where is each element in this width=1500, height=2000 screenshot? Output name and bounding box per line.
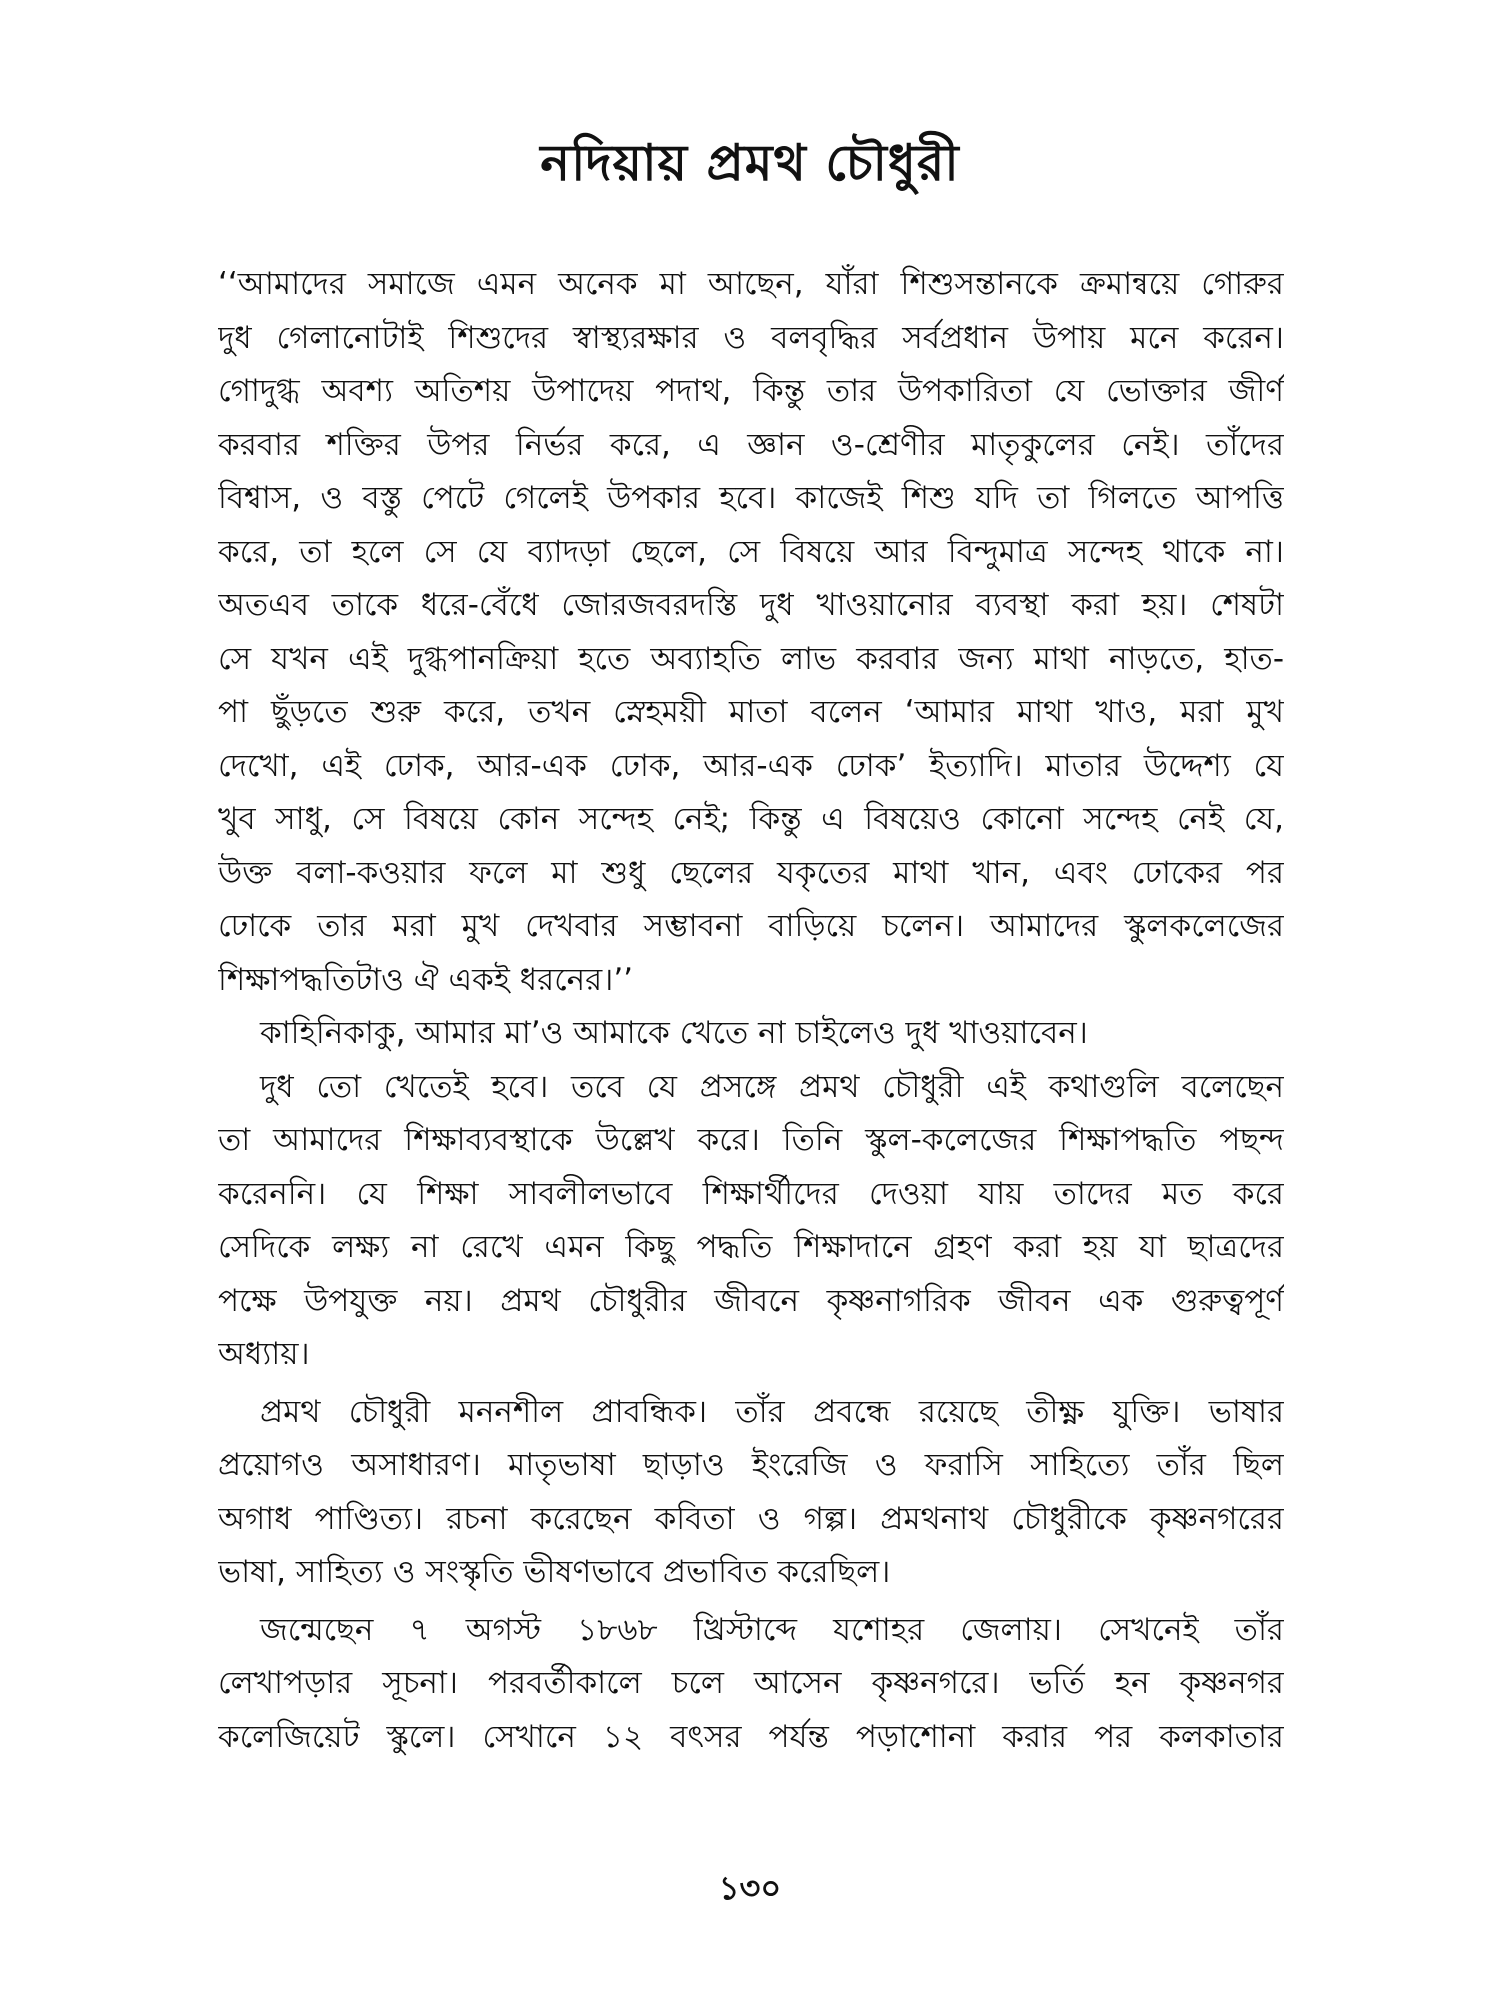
text-line: কাহিনিকাকু, আমার মা’ও আমাকে খেতে না চাইলেও দুধ খাওয়াবেন। (260, 1015, 1088, 1051)
text-line: প্রয়োগও অসাধারণ। মাতৃভাষা ছাড়াও ইংরেজি ও ফরাসি সাহিত্যে তাঁর ছিল (218, 1447, 1284, 1483)
text-line: ঢোকে তার মরা মুখ দেখবার সম্ভাবনা বাড়িয়ে চলেন। আমাদের স্কুলকলেজের (218, 908, 1284, 944)
text-line: দুধ গেলানোটাই শিশুদের স্বাস্থ্যরক্ষার ও বলবৃদ্ধির সর্বপ্রধান উপায় মনে করেন। (218, 319, 1284, 356)
text-line: শিক্ষাপদ্ধতিটাও ঐ একই ধরনের।’’ (218, 961, 634, 998)
text-line: প্রমথ চৌধুরী মননশীল প্রাবন্ধিক। তাঁর প্রবন্ধে রয়েছে তীক্ষ্ণ যুক্তি। ভাষার (260, 1393, 1284, 1430)
text-line: গোদুগ্ধ অবশ্য অতিশয় উপাদেয় পদাথ, কিন্তু তার উপকারিতা যে ভোক্তার জীর্ণ (218, 373, 1284, 409)
text-line: দেখো, এই ঢোক, আর-এক ঢোক, আর-এক ঢোক’ ইত্যাদি। মাতার উদ্দেশ্য যে (218, 747, 1284, 784)
paragraph (218, 1061, 1284, 1382)
text-line: জন্মেছেন ৭ অগস্ট ১৮৬৮ খ্রিস্টাব্দে যশোহর জেলায়। সেখনেই তাঁর (260, 1611, 1284, 1648)
quote-paragraph (218, 258, 1284, 1007)
text-line: তা আমাদের শিক্ষাব্যবস্থাকে উল্লেখ করে। তিনি স্কুল-কলেজের শিক্ষাপদ্ধতি পছন্দ (218, 1122, 1284, 1158)
body-text (218, 258, 1284, 1764)
text-line: খুব সাধু, সে বিষয়ে কোন সন্দেহ নেই; কিন্তু এ বিষয়েও কোনো সন্দেহ নেই যে, (218, 801, 1284, 837)
paragraph (218, 1604, 1284, 1765)
text-line: পক্ষে উপযুক্ত নয়। প্রমথ চৌধুরীর জীবনে কৃষ্ণনাগরিক জীবন এক গুরুত্বপূর্ণ (218, 1282, 1284, 1319)
text-line: পা ছুঁড়তে শুরু করে, তখন স্নেহময়ী মাতা বলেন ‘আমার মাথা খাও, মরা মুখ (218, 694, 1284, 730)
text-line: করে, তা হলে সে যে ব্যাদড়া ছেলে, সে বিষয়ে আর বিন্দুমাত্র সন্দেহ থাকে না। (218, 533, 1284, 570)
text-line: সে যখন এই দুগ্ধপানক্রিয়া হতে অব্যাহতি লাভ করবার জন্য মাথা নাড়তে, হাত- (218, 640, 1284, 677)
text-line: ‘‘আমাদের সমাজে এমন অনেক মা আছেন, যাঁরা শিশুসন্তানকে ক্রমান্বয়ে গোরুর (218, 266, 1284, 302)
text-line: লেখাপড়ার সূচনা। পরবর্তীকালে চলে আসেন কৃষ্ণনগরে। ভর্তি হন কৃষ্ণনগর (218, 1665, 1284, 1701)
chapter-title: নদিয়ায় প্রমথ চৌধুরী (540, 134, 960, 192)
paragraph (218, 1386, 1284, 1600)
text-line: ভাষা, সাহিত্য ও সংস্কৃতি ভীষণভাবে প্রভাবিত করেছিল। (218, 1554, 891, 1590)
text-line: সেদিকে লক্ষ্য না রেখে এমন কিছু পদ্ধতি শিক্ষাদানে গ্রহণ করা হয় যা ছাত্রদের (218, 1229, 1284, 1265)
paragraph (218, 1007, 1284, 1061)
text-line: করেননি। যে শিক্ষা সাবলীলভাবে শিক্ষার্থীদের দেওয়া যায় তাদের মত করে (218, 1175, 1284, 1212)
page-number: ১৩০ (718, 1869, 782, 1907)
text-line: অতএব তাকে ধরে-বেঁধে জোরজবরদস্তি দুধ খাওয়ানোর ব্যবস্থা করা হয়। শেষটা (218, 587, 1284, 623)
text-line: বিশ্বাস, ও বস্তু পেটে গেলেই উপকার হবে। কাজেই শিশু যদি তা গিলতে আপত্তি (218, 480, 1284, 516)
text-line: অগাধ পাণ্ডিত্য। রচনা করেছেন কবিতা ও গল্প। প্রমথনাথ চৌধুরীকে কৃষ্ণনগরের (218, 1500, 1284, 1537)
text-line: অধ্যায়। (218, 1336, 310, 1372)
text-line: দুধ তো খেতেই হবে। তবে যে প্রসঙ্গে প্রমথ চৌধুরী এই কথাগুলি বলেছেন (260, 1068, 1284, 1105)
text-line: করবার শক্তির উপর নির্ভর করে, এ জ্ঞান ও-শ্রেণীর মাতৃকুলের নেই। তাঁদের (218, 426, 1284, 463)
text-line: উক্ত বলা-কওয়ার ফলে মা শুধু ছেলের যকৃতের মাথা খান, এবং ঢোকের পর (218, 854, 1284, 891)
text-line: কলেজিয়েট স্কুলে। সেখানে ১২ বৎসর পর্যন্ত পড়াশোনা করার পর কলকাতার (218, 1718, 1284, 1755)
